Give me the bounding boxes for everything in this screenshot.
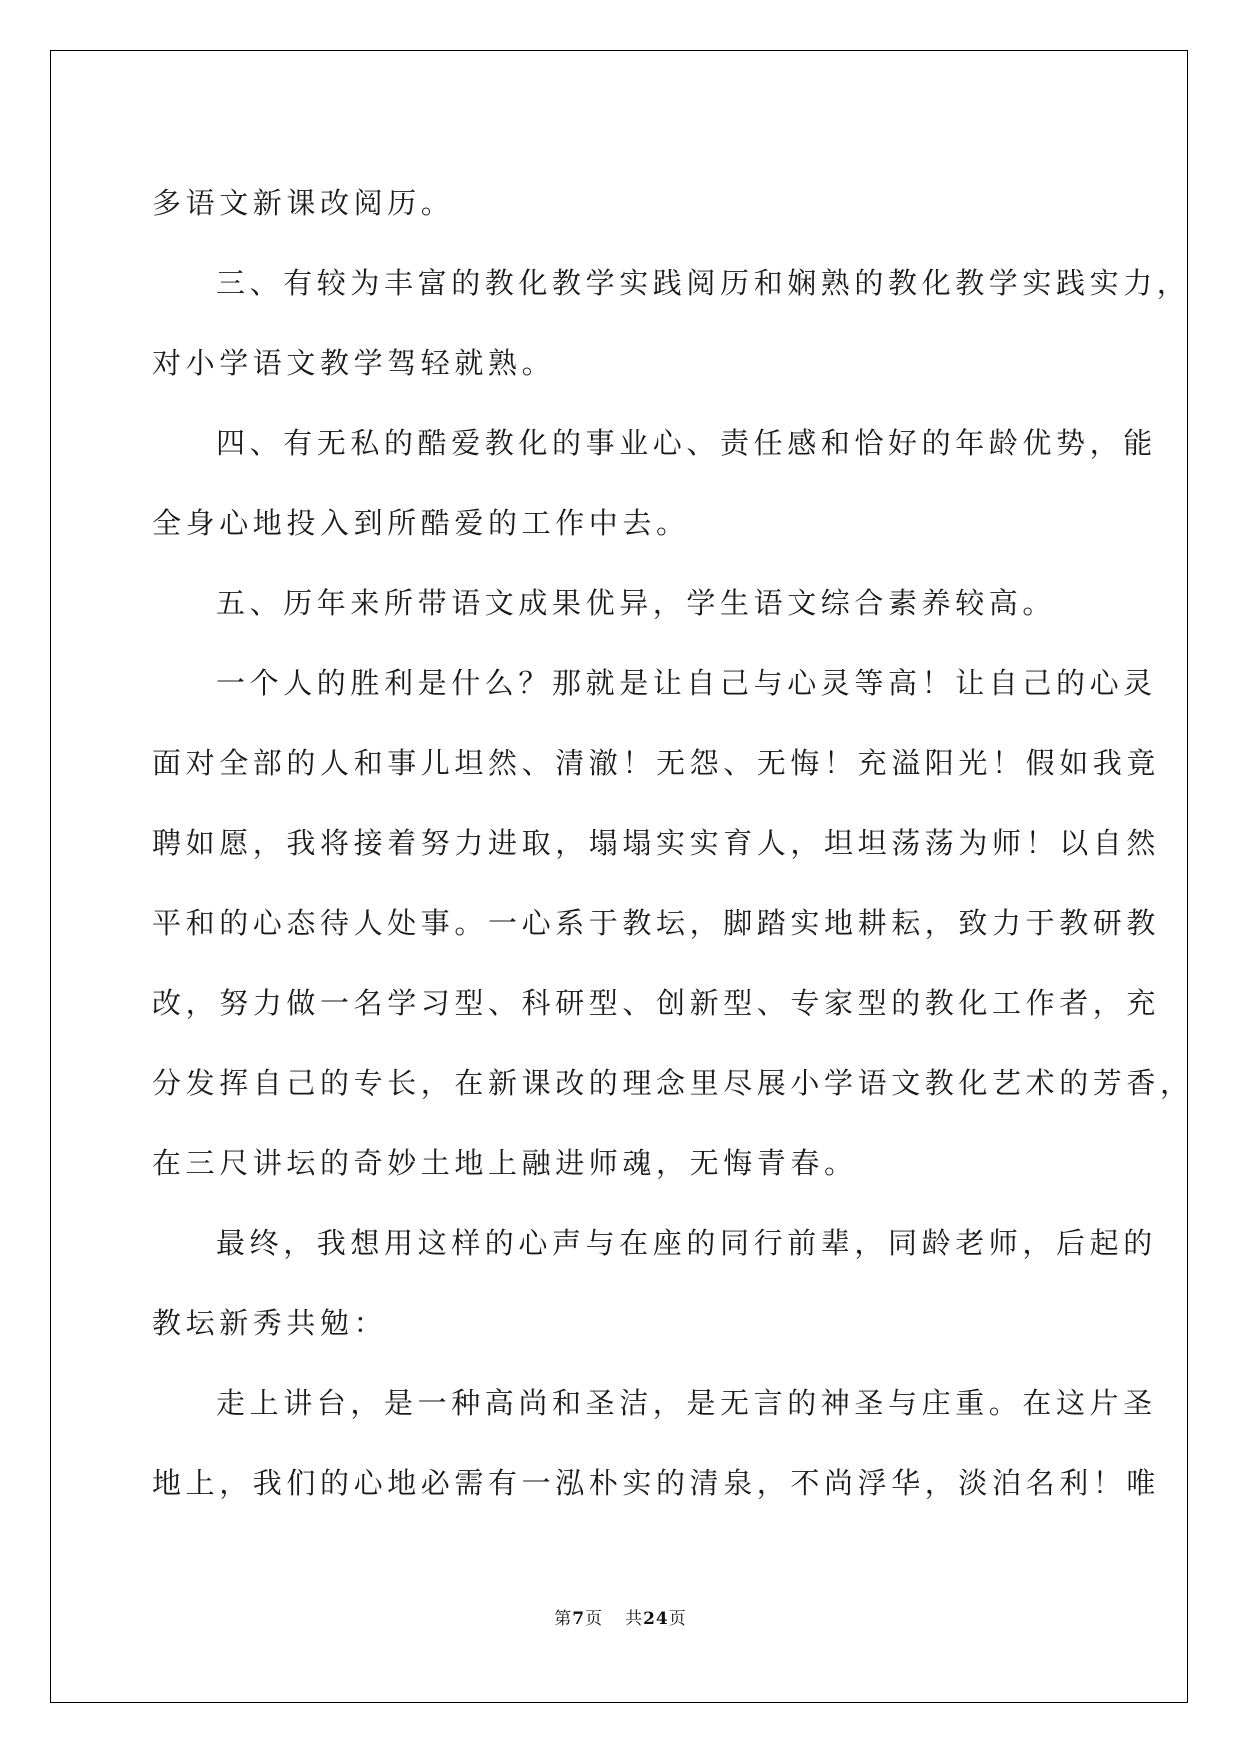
- page-prefix: 第: [554, 1609, 573, 1629]
- text-line: 多语文新课改阅历。: [152, 186, 455, 220]
- text-line: 平和的心态待人处事。一心系于教坛，脚踏实地耕耘，致力于教研教: [152, 906, 1161, 940]
- page-number: 7: [572, 1609, 586, 1629]
- text-line: 三、有较为丰富的教化教学实践阅历和娴熟的教化教学实践实力，: [216, 266, 1191, 300]
- text-line: 四、有无私的酷爱教化的事业心、责任感和恰好的年龄优势，能: [216, 426, 1157, 460]
- text-line: 全身心地投入到所酷爱的工作中去。: [152, 506, 690, 540]
- total-prefix: 共: [625, 1609, 644, 1629]
- total-pages: 24: [643, 1609, 669, 1629]
- text-line: 改，努力做一名学习型、科研型、创新型、专家型的教化工作者，充: [152, 986, 1161, 1020]
- text-line: 五、历年来所带语文成果优异，学生语文综合素养较高。: [216, 586, 1057, 620]
- document-body: [152, 163, 1194, 1523]
- text-line: 分发挥自己的专长，在新课改的理念里尽展小学语文教化艺术的芳香，: [152, 1066, 1194, 1100]
- text-line: 最终，我想用这样的心声与在座的同行前辈，同龄老师，后起的: [216, 1226, 1157, 1260]
- page-footer: [0, 1604, 1241, 1629]
- text-line: 对小学语文教学驾轻就熟。: [152, 346, 556, 380]
- text-line: 地上，我们的心地必需有一泓朴实的清泉，不尚浮华，淡泊名利！唯: [152, 1466, 1161, 1500]
- page-suffix: 页: [585, 1609, 604, 1629]
- text-line: 一个人的胜利是什么？那就是让自己与心灵等高！让自己的心灵: [216, 666, 1157, 700]
- text-line: 面对全部的人和事儿坦然、清澈！无怨、无悔！充溢阳光！假如我竟: [152, 746, 1161, 780]
- text-line: 聘如愿，我将接着努力进取，塌塌实实育人，坦坦荡荡为师！以自然: [152, 826, 1161, 860]
- total-suffix: 页: [668, 1609, 687, 1629]
- text-line: 教坛新秀共勉：: [152, 1306, 388, 1340]
- text-line: 走上讲台，是一种高尚和圣洁，是无言的神圣与庄重。在这片圣: [216, 1386, 1157, 1420]
- text-line: 在三尺讲坛的奇妙土地上融进师魂，无悔青春。: [152, 1146, 858, 1180]
